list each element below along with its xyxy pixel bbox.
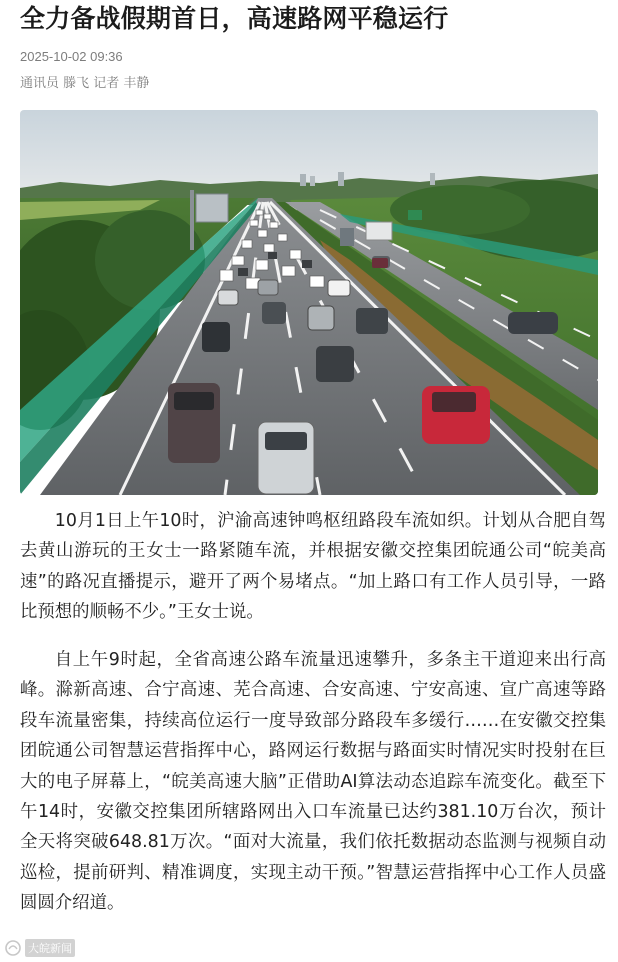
logo-watermark-icon	[4, 939, 22, 957]
highway-photo-drawing	[20, 110, 598, 495]
publish-datetime: 2025-10-02 09:36	[20, 49, 123, 64]
byline: 通讯员 滕飞 记者 丰静	[20, 76, 150, 91]
highway-photo[interactable]	[20, 110, 598, 495]
article-paragraph: 自上午9时起，全省高速公路车流量迅速攀升，多条主干道迎来出行高峰。滁新高速、合宁高速、芜合高速、合安高速、宁安高速、宣广高速等路段车流量密集，持续高位运行一度导致部分路段车多缓行……在安徽交控集团皖通公司智慧运营指挥中心，路网运行数据与路面实时情况实时投射在巨大的电子屏幕上，“皖美高速大脑”正借助AI算法动态追踪车流变化。截至下午14时，安徽交控集团所辖路网出入口车流量已达约381.10万台次，预计全天将突破648.81万次。“面对大流量，我们依托数据动态监测与视频自动巡检，提前研判、精准调度，实现主动干预。”智慧运营指挥中心工作人员盛圆圆介绍道。	[20, 650, 606, 914]
watermark-text: 大皖新闻	[25, 939, 75, 957]
watermark	[4, 936, 75, 960]
article-title: 全力备战假期首日，高速路网平稳运行	[20, 4, 449, 33]
article-paragraph: 10月1日上午10时，沪渝高速钟鸣枢纽路段车流如织。计划从合肥自驾去黄山游玩的王女士一路紧随车流，并根据安徽交控集团皖通公司“皖美高速”的路况直播提示，避开了两个易堵点。“加上路口有工作人员引导，一路比预想的顺畅不少。”王女士说。	[20, 511, 606, 623]
